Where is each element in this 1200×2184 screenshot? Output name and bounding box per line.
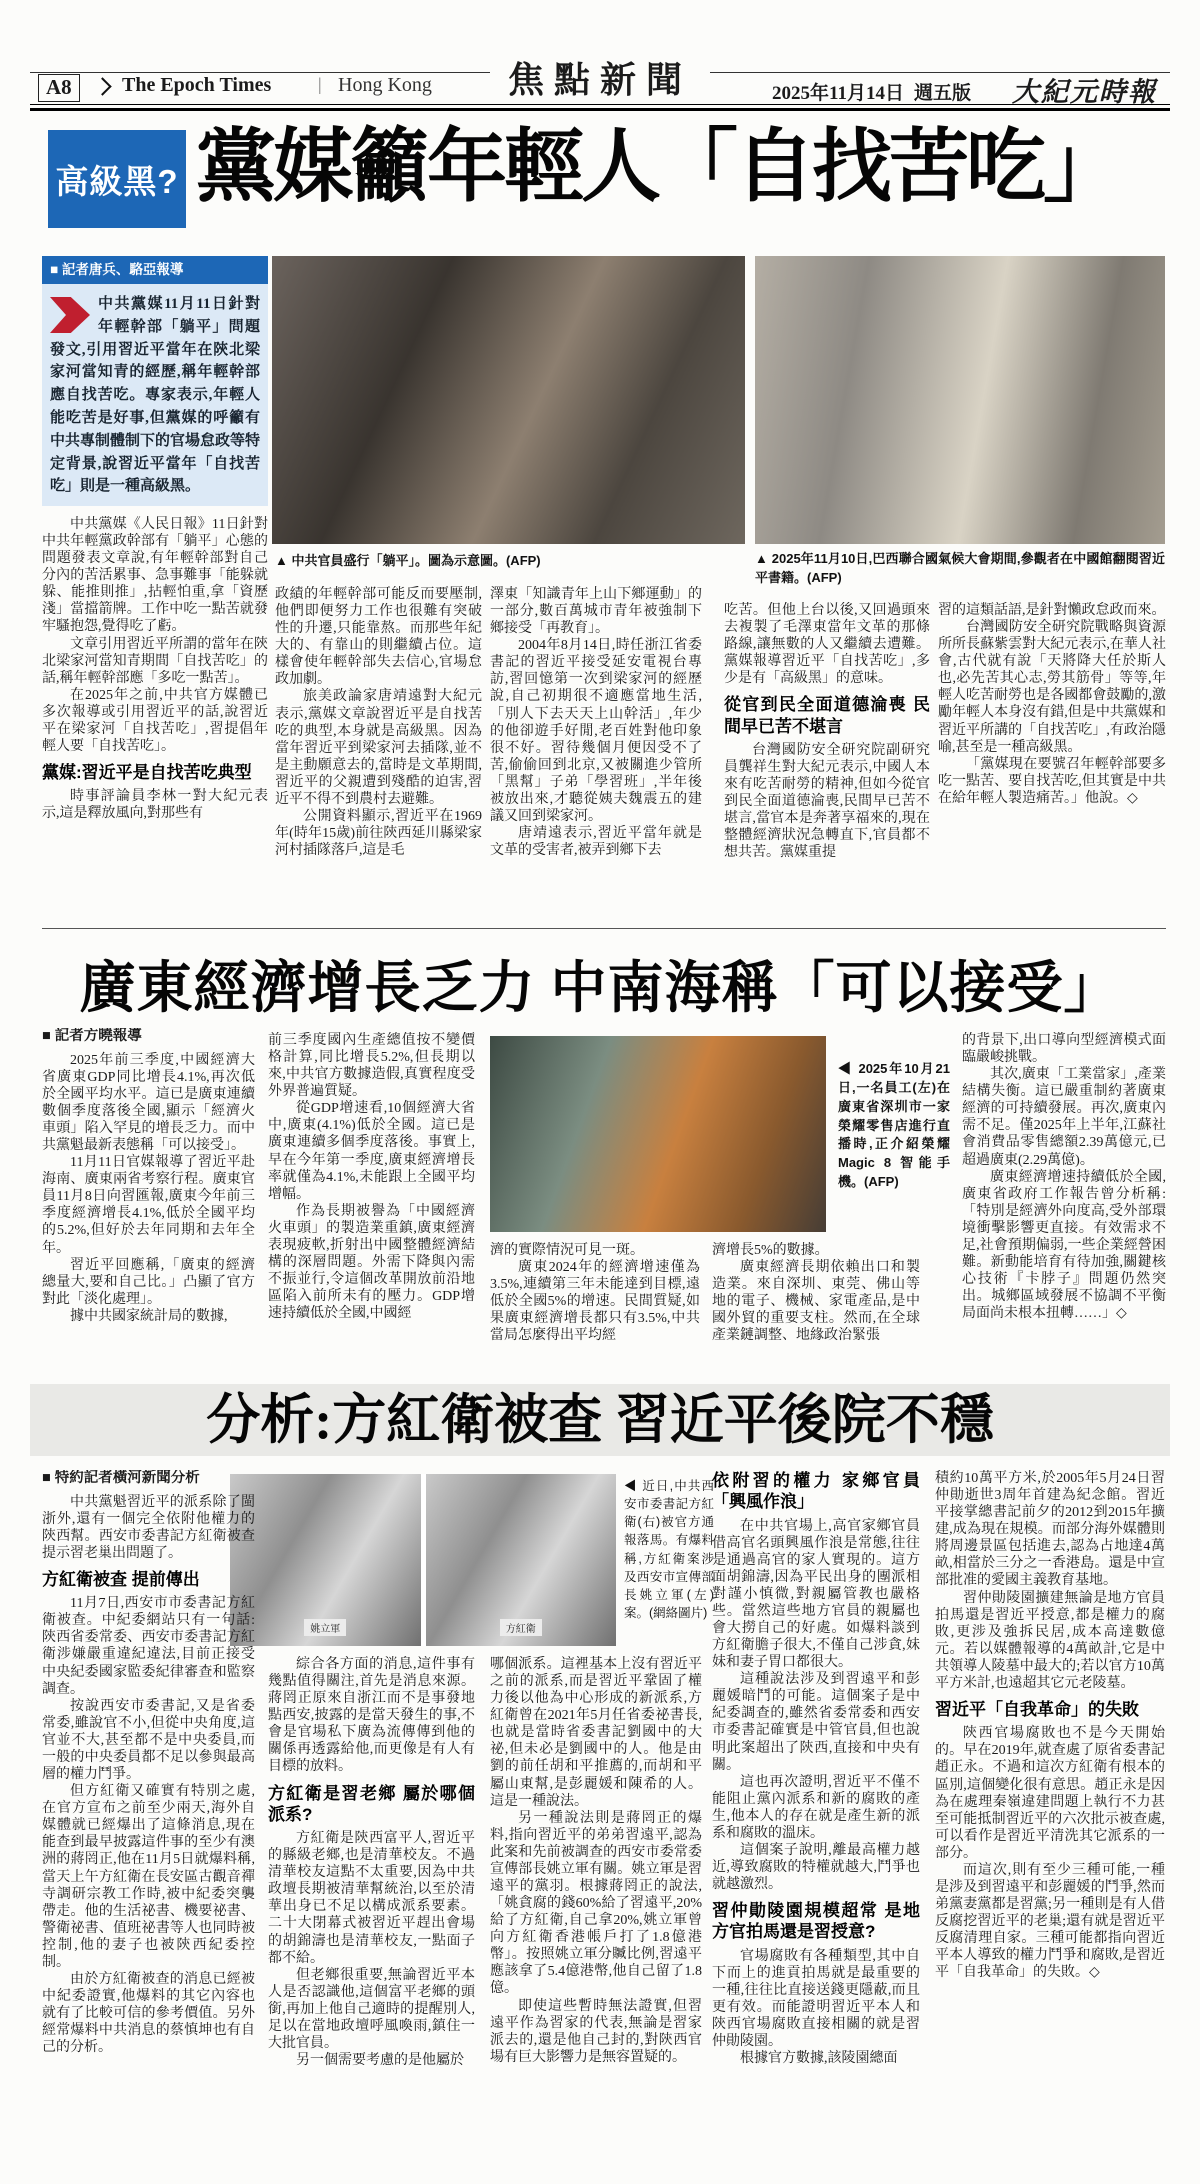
region-label: Hong Kong <box>338 74 432 96</box>
header-double-rule <box>30 104 1170 111</box>
article1-column-5 <box>938 602 1166 908</box>
paragraph: 其次,廣東「工業當家」,產業結構失衡。這已嚴重制約著廣東經濟的可持續發展。再次,廣東內需不足。僅2025年上半年,江蘇社會消費品零售總額2.39萬億元,已超過廣東(2.29萬億)。 <box>962 1067 1166 1168</box>
paragraph: 政績的年輕幹部可能反而要壓制,他們即便努力工作也很難有突破性的升遷,只能靠熬。而那些年紀大的、有靠山的則繼續占位。這樣會使年輕幹部失去信心,官場怠政加劇。 <box>275 587 482 688</box>
paragraph: 另一個需要考慮的是他屬於 <box>296 2053 464 2069</box>
paragraph: 廣東2024年的經濟增速僅為3.5%,連續第三年未能達到目標,遠低於全國5%的增速。民間質疑,如果廣東經濟增長都只有3.5%,中共當局怎麼得出平均經 <box>490 1260 700 1344</box>
brand-name: The Epoch Times <box>122 74 272 96</box>
paragraph: 2004年8月14日,時任浙江省委書記的習近平接受延安電視台專訪,習回憶第一次到梁家河的經歷說,自己初期很不適應當地生活,「別人下去天天上山幹活」,年少的他卻遊手好閒,老百姓對他印象很不好。習待幾個月便因受不了苦,偷偷回到北京,又被關進少管所「黑幫」子弟「學習班」,半年後被放出來,才聽從姨夫魏震五的建議又回到梁家河。 <box>490 638 702 825</box>
paragraph: 陝西官場腐敗也不是今天開始的。早在2019年,就查處了原省委書記趙正永。不過和這次方紅衛有根本的區別,這個變化很有意思。趙正永是因為在處理秦嶺違建問題上執行不力甚至可能抵制習近平的六次批示被查處,可以看作是習近平清洗其它派系的一部分。 <box>935 1726 1165 1861</box>
paragraph: 台灣國防安全研究院副研究員龔祥生對大紀元表示,中國人本來有吃苦耐勞的精神,但如今從官到民全面道德淪喪,民間早已苦不堪言,當官本是奔著享福來的,現在整體經濟狀況急轉直下,官員都不想共苦。黨媒重提 <box>724 742 930 861</box>
paragraph: 哪個派系。這裡基本上沒有習近平之前的派系,而是習近平鞏固了權力後以他為中心形成的新派系,方紅衛曾在2021年5月任省委祕書長,也就是當時省委書記劉國中的大祕,但未必是劉國中的人。他是由劉的前任胡和平推薦的,而胡和平屬山東幫,是彭麗媛和陳希的人。這是一種說法。 <box>490 1657 702 1809</box>
paragraph: 根據官方數據,該陵園總面 <box>740 2051 898 2067</box>
paragraph: 據中共國家統計局的數據, <box>70 1308 228 1324</box>
paragraph: 這種說法涉及到習遠平和彭麗媛暗鬥的可能。這個案子是中紀委調查的,雖然省委常委和西安市委書記確實是中管官員,但也說明此案超出了陝西,直接和中央有關。 <box>712 1672 920 1773</box>
subhead: 習近平「自我革命」的失敗 <box>935 1700 1139 1720</box>
paragraph: 在中共官場上,高官家鄉官員借高官名頭興風作浪是常態,往往是通過高官的家人實現的。這方面胡錦濤,因為平民出身的團派相對謹小慎微,對親屬管教也嚴格些。當然這些地方官員的親屬也會大撈自己的好處。如爆料談到方紅衛膽子很大,不僅自己涉貪,妹妹和妻子胃口都很大。 <box>712 1518 920 1671</box>
paragraph: 這個案子說明,離最高權力越近,導致腐敗的特權就越大,鬥爭也就越激烈。 <box>712 1842 920 1893</box>
kicker-label: 高級黑? <box>48 130 186 228</box>
paragraph: 文章引用習近平所謂的當年在陝北梁家河當知青期間「自找苦吃」的話,稱年輕幹部應「多吃一點苦」。 <box>42 636 268 686</box>
article3-column-5 <box>935 1470 1165 2170</box>
nameplate-left: 姚立軍 <box>304 1619 346 1636</box>
article3-column-1 <box>42 1470 255 2170</box>
chevron-right-icon <box>93 77 111 95</box>
paragraph: 官場腐敗有各種類型,其中自下而上的進貢拍馬就是最重要的一種,往往比直接送錢更隱蔽,而且更有效。而能證明習近平本人和陝西官場腐敗直接相關的就是習仲勛陵園。 <box>712 1948 920 2050</box>
article1-column-1 <box>42 516 268 910</box>
dateline <box>772 78 971 105</box>
article2-column-3 <box>490 1242 700 1358</box>
paragraph: 中共黨魁習近平的派系除了閩浙外,還有一個完全依附他權力的陝西幫。西安市委書記方紅衛被查提示習老巢出問題了。 <box>42 1494 255 1561</box>
paragraph: 在2025年之前,中共官方媒體已多次報導或引用習近平的話,說習近平在梁家河「自找苦吃」,習提倡年輕人要「自找苦吃」。 <box>42 687 268 755</box>
photo-panel-right <box>426 1474 617 1646</box>
page-number: A8 <box>38 74 80 102</box>
article2-byline: ■ 記者方曉報導 <box>42 1028 142 1044</box>
paragraph: 但方紅衛又確實有特別之處,在官方宣布之前至少兩天,海外自媒體就已經爆出了這條消息,現在能查到最早披露這件事的至少有澳洲的蔣罔正,他在11月5日就爆料稱,當天上午方紅衛在長安區古觀音禪寺調研宗教工作時,被中紀委突襲帶走。他的生活祕書、機要祕書、警衛祕書、值班祕書等人也同時被控制,他的妻子也被陝西紀委控制。 <box>42 1784 255 1970</box>
paragraph: 廣東經濟長期依賴出口和製造業。來自深圳、東莞、佛山等地的電子、機械、家電產品,是中國外貿的重要支柱。然而,在全球產業鏈調整、地緣政治緊張 <box>712 1260 920 1344</box>
paragraph: 這也再次證明,習近平不僅不能阻止黨內派系和新的腐敗的產生,他本人的存在就是產生新的派系和腐敗的溫床。 <box>712 1774 920 1841</box>
paragraph: 廣東經濟增速持續低於全國,廣東省政府工作報告曾分析稱:「特別是經濟外向度高,受外部環境衝擊影響更直接。有效需求不足,社會預期偏弱,一些企業經營困難。新動能培育有待加強,關鍵核心技術『卡脖子』問題仍然突出。城鄉區域發展不協調不平衡局面尚未根本扭轉……」◇ <box>962 1169 1166 1322</box>
photo-panel-left <box>230 1474 421 1646</box>
section-title: 焦點新聞 <box>490 52 710 103</box>
paragraph: 旅美政論家唐靖遠對大紀元表示,黨媒文章說習近平是自找苦吃的典型,本身就是高級黑。因為當年習近平到梁家河去插隊,並不是主動願意去的,當時是文革期間,習近平的父親遭到殘酷的迫害,習近平不得不到農村去避難。 <box>275 689 482 807</box>
edition-label: 週五版 <box>913 83 971 104</box>
paragraph: 11月7日,西安市市委書記方紅衛被查。中紀委網站只有一句話:陝西省委常委、西安市委書記方紅衛涉嫌嚴重違紀違法,目前正接受中央紀委國家監委紀律審查和監察調查。 <box>42 1596 255 1697</box>
paragraph: 中共黨媒《人民日報》11日針對中共年輕黨政幹部有「躺平」心態的問題發表文章說,有年輕幹部對自己分內的苦活累事、急事難事「能躲就躲、能推則推」,拈輕怕重,拿「資歷淺」當擋箭牌。工作中吃一點苦就發牢騷抱怨,覺得吃了虧。 <box>42 517 268 635</box>
article2-headline: 廣東經濟增長乏力 中南海稱「可以接受」 <box>79 958 1121 1020</box>
paragraph: 濟的實際情況可見一斑。 <box>490 1243 644 1258</box>
subhead: 方紅衛是習老鄉 屬於哪個派系? <box>268 1783 475 1824</box>
paragraph: 但老鄉很重要,無論習近平本人是否認識他,這個富平老鄉的頭銜,再加上他自己適時的提醒別人,足以在當地政壇呼風喚雨,鎮住一大批官員。 <box>268 1967 475 2051</box>
article3-headline: 分析:方紅衛被查 習近平後院不穩 <box>206 1390 994 1450</box>
paragraph: 另一種說法則是蔣罔正的爆料,指向習近平的弟弟習遠平,認為此案和先前被調查的西安市委常委宣傳部長姚立軍有關。姚立軍是習遠平的黨羽。根據蔣罔正的說法,「姚貪腐的錢60%給了習遠平,20%給了方紅衛,自己拿20%,姚立軍曾向方紅衛香港帳戶打了1.8億港幣」。按照姚立軍分贓比例,習遠平應該拿了5.4億港幣,他自己留了1.8億。 <box>490 1810 702 1997</box>
masthead-logo: 大紀元時報 <box>1012 77 1157 107</box>
article3-photo-officials <box>230 1474 616 1646</box>
article1-photo1-caption: ▲ 中共官員盛行「躺平」。圖為示意圖。(AFP) <box>275 553 541 568</box>
paragraph: 綜合各方面的消息,這件事有幾點值得關注,首先是消息來源。蔣罔正原來自浙江而不是事發地點西安,披露的是當天發生的事,不會是官場私下廣為流傳傳到他的關係再透露給他,而更像是有人有目標的放料。 <box>268 1657 475 1775</box>
paragraph: 按說西安市委書記,又是省委常委,雖說官不小,但從中央角度,這官並不大,甚至都不是中央委員,而一般的中央委員都不足以參與最高層的權力鬥爭。 <box>42 1698 255 1783</box>
subhead: 習仲勛陵園規模超常 是地方官拍馬還是習授意? <box>712 1901 920 1942</box>
article1-column-3 <box>490 586 702 908</box>
intro-paragraph: 中共黨媒11月11日針對年輕幹部「躺平」問題發文,引用習近平當年在陝北梁家河當知青的經歷,稱年輕幹部應自找苦吃。專家表示,年輕人能吃苦是好事,但黨媒的呼籲有中共專制體制下的官場怠政等特定背景,說習近平當年「自找苦吃」則是一種高級黑。 <box>50 296 261 495</box>
subhead: 方紅衛被查 提前傳出 <box>42 1570 200 1589</box>
article3-byline: ■ 特約記者橫河新聞分析 <box>42 1470 200 1486</box>
nameplate-right: 方紅衛 <box>500 1619 542 1636</box>
paragraph: 「黨媒現在要號召年輕幹部要多吃一點苦、要自找苦吃,但其實是中共在給年輕人製造痛苦。」他說。◇ <box>938 756 1166 806</box>
paragraph: 習仲勛陵園擴建無論是地方官員拍馬還是習近平授意,都是權力的腐敗,更涉及強拆民居,成本高達數億元。若以媒體報導的4萬畝計,它是中共領導人陵墓中最大的;若以官方10萬平方米計,也遠超其它元老陵墓。 <box>935 1590 1165 1691</box>
paragraph: 從GDP增速看,10個經濟大省中,廣東(4.1%)低於全國。這已是廣東連續多個季度落後。事實上,早在今年第一季度,廣東經濟增長率就僅為4.1%,未能跟上全國平均增幅。 <box>268 1101 475 1202</box>
article-divider-rule <box>42 928 1166 929</box>
subhead: 黨媒:習近平是自找苦吃典型 <box>42 763 252 783</box>
article3-column-4 <box>712 1470 920 2170</box>
paragraph: 公開資料顯示,習近平在1969年(時年15歲)前往陝西延川縣梁家河村插隊落戶,這是毛 <box>275 809 482 859</box>
paragraph: 即使這些暫時無法證實,但習遠平作為習家的代表,無論是習家派去的,還是他自己封的,對陝西官場有巨大影響力是無容置疑的。 <box>490 1998 702 2065</box>
date-text: 2025年11月14日 <box>772 83 904 104</box>
article1-column-2 <box>275 586 482 908</box>
article1-intro-box <box>42 256 268 506</box>
article2-column-5 <box>962 1032 1166 1358</box>
paragraph: 習近平回應稱,「廣東的經濟總量大,要和自己比。」凸顯了官方對此「淡化處理」。 <box>42 1257 255 1307</box>
paragraph: 11月11日官媒報導了習近平赴海南、廣東兩省考察行程。廣東官員11月8日向習匯報,廣東今年前三季度經濟增長4.1%,低於全國平均的5.2%,但好於去年同期和去年全年。 <box>42 1155 255 1256</box>
paragraph: 積約10萬平方米,於2005年5月24日習仲勛逝世3周年首建為紀念館。習近平接掌總書記前夕的2012到2015年擴建,成為現在規模。而部分海外媒體則將周邊景區包括進去,認為占地達4萬畝,相當於三分之一香港島。還是中宣部批准的愛國主義教育基地。 <box>935 1471 1165 1589</box>
article2-column-1 <box>42 1028 255 1358</box>
article1-photo-officials <box>272 256 745 544</box>
paragraph: 而這次,則有至少三種可能,一種是涉及到習遠平和彭麗媛的鬥爭,然而弟黨妻黨都是習黨;另一種則是有人借反腐挖習近平的老巢;還有就是習近平反腐清理自家。三種可能都指向習近平本人導致的權力鬥爭和腐敗,是習近平「自我革命」的失敗。◇ <box>935 1862 1165 1981</box>
article2-photo-honor-store <box>490 1036 826 1232</box>
article1-byline: ■ 記者唐兵、駱亞報導 <box>42 256 268 284</box>
paragraph: 吃苦。但他上台以後,又回過頭來去複製了毛澤東當年文革的那條路線,讓無數的人又繼續去遭難。黨媒報導習近平「自找苦吃」,多少是有「高級黑」的意味。 <box>724 603 930 687</box>
article2-column-4 <box>712 1242 920 1358</box>
article3-column-2 <box>268 1656 475 2170</box>
subhead: 從官到民全面道德淪喪 民間早已苦不堪言 <box>724 695 930 736</box>
paragraph: 台灣國防安全研究院戰略與資源所所長蘇紫雲對大紀元表示,在華人社會,古代就有說「天將降大任於斯人也,必先苦其心志,勞其筋骨」等等,年輕人吃苦耐勞也是各國都會鼓勵的,激勵年輕人本身沒有錯,但是中共黨媒和習近平所講的「自找苦吃」,有政治隱喻,甚至是一種高級黑。 <box>938 620 1166 755</box>
paragraph: 作為長期被譽為「中國經濟火車頭」的製造業重鎮,廣東經濟表現疲軟,折射出中國整體經濟結構的深層問題。外需下降與內需不振並行,令這個改革開放前沿地區陷入前所未有的壓力。GDP增速持續低於全國,中國經 <box>268 1203 475 1322</box>
paragraph: 濟增長5%的數據。 <box>712 1243 829 1258</box>
article3-photo-caption: ◀ 近日,中共西安市委書記方紅衛(右)被官方通報落馬。有爆料稱,方紅衛案涉及西安市宣傳部長姚立軍(左)案。(網絡圖片) <box>624 1479 714 1620</box>
article1-photo-expo <box>755 256 1165 544</box>
paragraph: 唐靖遠表示,習近平當年就是文革的受害者,被弄到鄉下去 <box>490 826 702 859</box>
paragraph: 的背景下,出口導向型經濟模式面臨嚴峻挑戰。 <box>962 1033 1166 1066</box>
article1-intro-text <box>42 284 268 498</box>
lead-arrow-icon <box>50 297 90 333</box>
article2-column-2 <box>268 1032 475 1358</box>
paragraph: 習的這類話語,是針對懶政怠政而來。 <box>938 603 1166 618</box>
article2-photo-caption: ◀ 2025年10月21日,一名員工(左)在廣東省深圳市一家榮耀零售店進行直播時,正介紹榮耀 Magic 8 智能手機。(AFP) <box>838 1061 950 1190</box>
article1-photo2-caption: ▲ 2025年11月10日,巴西聯合國氣候大會期間,參觀者在中國館翻閱習近平書籍。(AFP) <box>755 551 1165 585</box>
paragraph: 時事評論員李林一對大紀元表示,這是釋放風向,對那些有 <box>42 789 268 822</box>
subhead: 依附習的權力 家鄉官員「興風作浪」 <box>712 1471 920 1512</box>
paragraph: 由於方紅衛被查的消息已經被中紀委證實,他爆料的其它內容也就有了比較可信的參考價值。另外經常爆料中共消息的蔡慎坤也有自己的分析。 <box>42 1971 255 2056</box>
paragraph: 澤東「知識青年上山下鄉運動」的一部分,數百萬城市青年被強制下鄉接受「再教育」。 <box>490 587 702 637</box>
paragraph: 方紅衛是陝西富平人,習近平的縣級老鄉,也是清華校友。不過清華校友這點不太重要,因為中共政壇長期被清華幫統治,以至於清華出身已不足以構成派系要素。二十大閉幕式被習近平趕出會場的胡錦濤也是清華校友,一點面子都不給。 <box>268 1831 475 1966</box>
paragraph: 2025年前三季度,中國經濟大省廣東GDP同比增長4.1%,再次低於全國平均水平。這已是廣東連續數個季度落後全國,顯示「經濟火車頭」陷入罕見的增長乏力。而中共黨魁最新表態稱「可以接受」。 <box>42 1052 255 1154</box>
article3-column-3 <box>490 1656 702 2170</box>
paragraph: 前三季度國內生產總值按不變價格計算,同比增長5.2%,但長期以來,中共官方數據造假,真實程度受外界普遍質疑。 <box>268 1033 475 1100</box>
brand-separator: | <box>318 74 322 94</box>
article1-headline: 黨媒籲年輕人「自找苦吃」 <box>196 124 1120 212</box>
article1-column-4 <box>724 602 930 908</box>
